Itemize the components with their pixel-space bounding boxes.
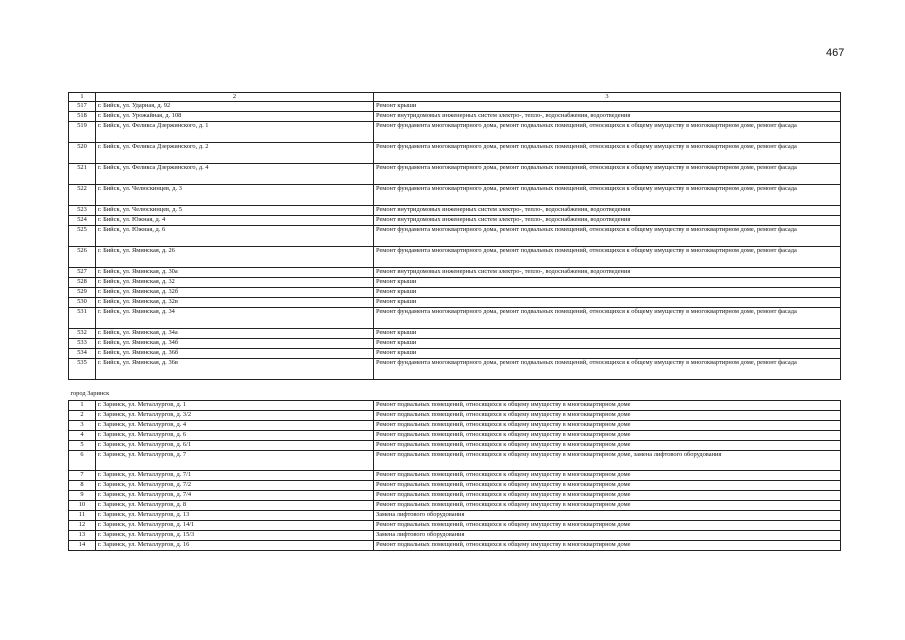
- row-number: 525: [69, 226, 96, 247]
- work-description-cell: Ремонт фундамента многоквартирного дома, ремонт подвальных помещений, относящихся к общему имуществу в многоквартирном доме, ремонт фасада: [374, 185, 841, 206]
- work-description-cell: Ремонт внутридомовых инженерных систем электро-, тепло-, водоснабжения, водоотведения: [374, 112, 841, 122]
- row-number: 531: [69, 308, 96, 329]
- row-number: 527: [69, 268, 96, 278]
- row-number: 522: [69, 185, 96, 206]
- row-number: 524: [69, 216, 96, 226]
- row-number: 520: [69, 143, 96, 164]
- table-row: [69, 288, 841, 298]
- address-cell: г. Заринск, ул. Металлургов, д. 7: [96, 451, 374, 471]
- work-description-cell: Ремонт фундамента многоквартирного дома, ремонт подвальных помещений, относящихся к общему имуществу в многоквартирном доме, ремонт фасада: [374, 247, 841, 268]
- work-description-cell: Ремонт подвальных помещений, относящихся к общему имуществу в многоквартирном доме: [374, 421, 841, 431]
- address-cell: г. Бийск, ул. Феликса Дзержинского, д. 2: [96, 143, 374, 164]
- row-number: 8: [69, 481, 96, 491]
- row-number: 523: [69, 206, 96, 216]
- table-row: [69, 431, 841, 441]
- table-row: [69, 359, 841, 380]
- table-row: [69, 102, 841, 112]
- row-number: 529: [69, 288, 96, 298]
- work-description-cell: Ремонт подвальных помещений, относящихся к общему имуществу в многоквартирном доме: [374, 471, 841, 481]
- row-number: 518: [69, 112, 96, 122]
- table-row: [69, 541, 841, 551]
- table-row: [69, 441, 841, 451]
- work-description-cell: Ремонт крыши: [374, 329, 841, 339]
- table-row: [69, 411, 841, 421]
- address-cell: г. Заринск, ул. Металлургов, д. 1: [96, 401, 374, 411]
- address-cell: г. Заринск, ул. Металлургов, д. 4: [96, 421, 374, 431]
- column-header: 2: [96, 93, 374, 102]
- row-number: 534: [69, 349, 96, 359]
- address-cell: г. Заринск, ул. Металлургов, д. 15/3: [96, 531, 374, 541]
- work-description-cell: Ремонт крыши: [374, 339, 841, 349]
- address-cell: г. Бийск, ул. Яминская, д. 34: [96, 308, 374, 329]
- row-number: 3: [69, 421, 96, 431]
- work-description-cell: Ремонт подвальных помещений, относящихся к общему имуществу в многоквартирном доме: [374, 441, 841, 451]
- work-description-cell: Замена лифтового оборудования: [374, 531, 841, 541]
- row-number: 535: [69, 359, 96, 380]
- table-row: [69, 329, 841, 339]
- row-number: 521: [69, 164, 96, 185]
- address-cell: г. Заринск, ул. Металлургов, д. 16: [96, 541, 374, 551]
- address-cell: г. Заринск, ул. Металлургов, д. 7/2: [96, 481, 374, 491]
- address-cell: г. Бийск, ул. Феликса Дзержинского, д. 4: [96, 164, 374, 185]
- row-number: 532: [69, 329, 96, 339]
- table-row: [69, 112, 841, 122]
- table-row: [69, 278, 841, 288]
- table-row: [69, 216, 841, 226]
- address-cell: г. Бийск, ул. Челюскинцев, д. 3: [96, 185, 374, 206]
- address-cell: г. Заринск, ул. Металлургов, д. 7/4: [96, 491, 374, 501]
- table-row: [69, 401, 841, 411]
- address-cell: г. Бийск, ул. Яминская, д. 34а: [96, 329, 374, 339]
- row-number: 1: [69, 401, 96, 411]
- work-description-cell: Ремонт фундамента многоквартирного дома, ремонт подвальных помещений, относящихся к общему имуществу в многоквартирном доме, ремонт фасада: [374, 164, 841, 185]
- table-row: [69, 531, 841, 541]
- row-number: 4: [69, 431, 96, 441]
- work-description-cell: Ремонт подвальных помещений, относящихся к общему имуществу в многоквартирном доме: [374, 521, 841, 531]
- address-cell: г. Бийск, ул. Яминская, д. 32в: [96, 298, 374, 308]
- table-row: [69, 339, 841, 349]
- address-cell: г. Бийск, ул. Яминская, д. 36в: [96, 359, 374, 380]
- work-description-cell: Ремонт фундамента многоквартирного дома, ремонт подвальных помещений, относящихся к общему имуществу в многоквартирном доме, ремонт фасада: [374, 143, 841, 164]
- row-number: 13: [69, 531, 96, 541]
- row-number: 528: [69, 278, 96, 288]
- address-cell: г. Бийск, ул. Яминская, д. 34б: [96, 339, 374, 349]
- address-cell: г. Заринск, ул. Металлургов, д. 14/1: [96, 521, 374, 531]
- work-description-cell: Ремонт крыши: [374, 288, 841, 298]
- work-description-cell: Ремонт крыши: [374, 278, 841, 288]
- row-number: 6: [69, 451, 96, 471]
- row-number: 12: [69, 521, 96, 531]
- table-row: [69, 421, 841, 431]
- address-cell: г. Бийск, ул. Яминская, д. 32б: [96, 288, 374, 298]
- table-row: [69, 206, 841, 216]
- work-description-cell: Ремонт крыши: [374, 102, 841, 112]
- table-row: [69, 481, 841, 491]
- row-number: 519: [69, 122, 96, 143]
- row-number: 10: [69, 501, 96, 511]
- table-row: [69, 226, 841, 247]
- work-description-cell: Замена лифтового оборудования: [374, 511, 841, 521]
- table-row: [69, 268, 841, 278]
- row-number: 9: [69, 491, 96, 501]
- row-number: 7: [69, 471, 96, 481]
- address-cell: г. Бийск, ул. Яминская, д. 36б: [96, 349, 374, 359]
- address-cell: г. Бийск, ул. Ударная, д. 92: [96, 102, 374, 112]
- address-cell: г. Бийск, ул. Урожайная, д. 108: [96, 112, 374, 122]
- work-description-cell: Ремонт внутридомовых инженерных систем электро-, тепло-, водоснабжения, водоотведения: [374, 268, 841, 278]
- work-description-cell: Ремонт фундамента многоквартирного дома, ремонт подвальных помещений, относящихся к общему имуществу в многоквартирном доме, ремонт фасада: [374, 122, 841, 143]
- table-row: [69, 521, 841, 531]
- address-cell: г. Бийск, ул. Яминская, д. 30а: [96, 268, 374, 278]
- table-row: [69, 122, 841, 143]
- work-description-cell: Ремонт подвальных помещений, относящихся к общему имуществу в многоквартирном доме, замена лифтового оборудования: [374, 451, 841, 471]
- table-row: [69, 308, 841, 329]
- address-cell: г. Заринск, ул. Металлургов, д. 13: [96, 511, 374, 521]
- address-cell: г. Бийск, ул. Южная, д. 4: [96, 216, 374, 226]
- address-cell: г. Заринск, ул. Металлургов, д. 6: [96, 431, 374, 441]
- table-row: [69, 185, 841, 206]
- section-row: [69, 380, 841, 401]
- work-description-cell: Ремонт внутридомовых инженерных систем электро-, тепло-, водоснабжения, водоотведения: [374, 216, 841, 226]
- work-description-cell: Ремонт фундамента многоквартирного дома, ремонт подвальных помещений, относящихся к общему имуществу в многоквартирном доме, ремонт фасада: [374, 226, 841, 247]
- table-row: [69, 247, 841, 268]
- table-row: [69, 298, 841, 308]
- work-description-cell: Ремонт внутридомовых инженерных систем электро-, тепло-, водоснабжения, водоотведения: [374, 206, 841, 216]
- address-cell: г. Заринск, ул. Металлургов, д. 7/1: [96, 471, 374, 481]
- table-row: [69, 164, 841, 185]
- row-number: 5: [69, 441, 96, 451]
- work-description-cell: Ремонт подвальных помещений, относящихся к общему имуществу в многоквартирном доме: [374, 431, 841, 441]
- work-description-cell: Ремонт фундамента многоквартирного дома, ремонт подвальных помещений, относящихся к общему имуществу в многоквартирном доме, ремонт фасада: [374, 359, 841, 380]
- work-description-cell: Ремонт крыши: [374, 349, 841, 359]
- address-cell: г. Бийск, ул. Яминская, д. 26: [96, 247, 374, 268]
- column-header: 3: [374, 93, 841, 102]
- table-row: [69, 501, 841, 511]
- address-cell: г. Заринск, ул. Металлургов, д. 3/2: [96, 411, 374, 421]
- row-number: 526: [69, 247, 96, 268]
- work-description-cell: Ремонт подвальных помещений, относящихся к общему имуществу в многоквартирном доме: [374, 541, 841, 551]
- work-description-cell: Ремонт подвальных помещений, относящихся к общему имуществу в многоквартирном доме: [374, 401, 841, 411]
- work-description-cell: Ремонт подвальных помещений, относящихся к общему имуществу в многоквартирном доме: [374, 411, 841, 421]
- work-description-cell: Ремонт подвальных помещений, относящихся к общему имуществу в многоквартирном доме: [374, 501, 841, 511]
- row-number: 533: [69, 339, 96, 349]
- table-row: [69, 511, 841, 521]
- work-description-cell: Ремонт подвальных помещений, относящихся к общему имуществу в многоквартирном доме: [374, 481, 841, 491]
- table-row: [69, 143, 841, 164]
- work-description-cell: Ремонт подвальных помещений, относящихся к общему имуществу в многоквартирном доме: [374, 491, 841, 501]
- row-number: 2: [69, 411, 96, 421]
- table-row: [69, 471, 841, 481]
- page-number: 467: [826, 47, 845, 59]
- address-cell: г. Заринск, ул. Металлургов, д. 6/1: [96, 441, 374, 451]
- section-title: город Заринск: [69, 380, 841, 401]
- row-number: 14: [69, 541, 96, 551]
- works-table: [68, 92, 841, 551]
- table-row: [69, 451, 841, 471]
- row-number: 530: [69, 298, 96, 308]
- address-cell: г. Заринск, ул. Металлургов, д. 8: [96, 501, 374, 511]
- row-number: 517: [69, 102, 96, 112]
- row-number: 11: [69, 511, 96, 521]
- address-cell: г. Бийск, ул. Яминская, д. 32: [96, 278, 374, 288]
- address-cell: г. Бийск, ул. Челюскинцев, д. 5: [96, 206, 374, 216]
- table-row: [69, 349, 841, 359]
- address-cell: г. Бийск, ул. Южная, д. 6: [96, 226, 374, 247]
- table-header-row: [69, 93, 841, 102]
- table-row: [69, 491, 841, 501]
- work-description-cell: Ремонт фундамента многоквартирного дома, ремонт подвальных помещений, относящихся к общему имуществу в многоквартирном доме, ремонт фасада: [374, 308, 841, 329]
- column-header: 1: [69, 93, 96, 102]
- work-description-cell: Ремонт крыши: [374, 298, 841, 308]
- address-cell: г. Бийск, ул. Феликса Дзержинского, д. 1: [96, 122, 374, 143]
